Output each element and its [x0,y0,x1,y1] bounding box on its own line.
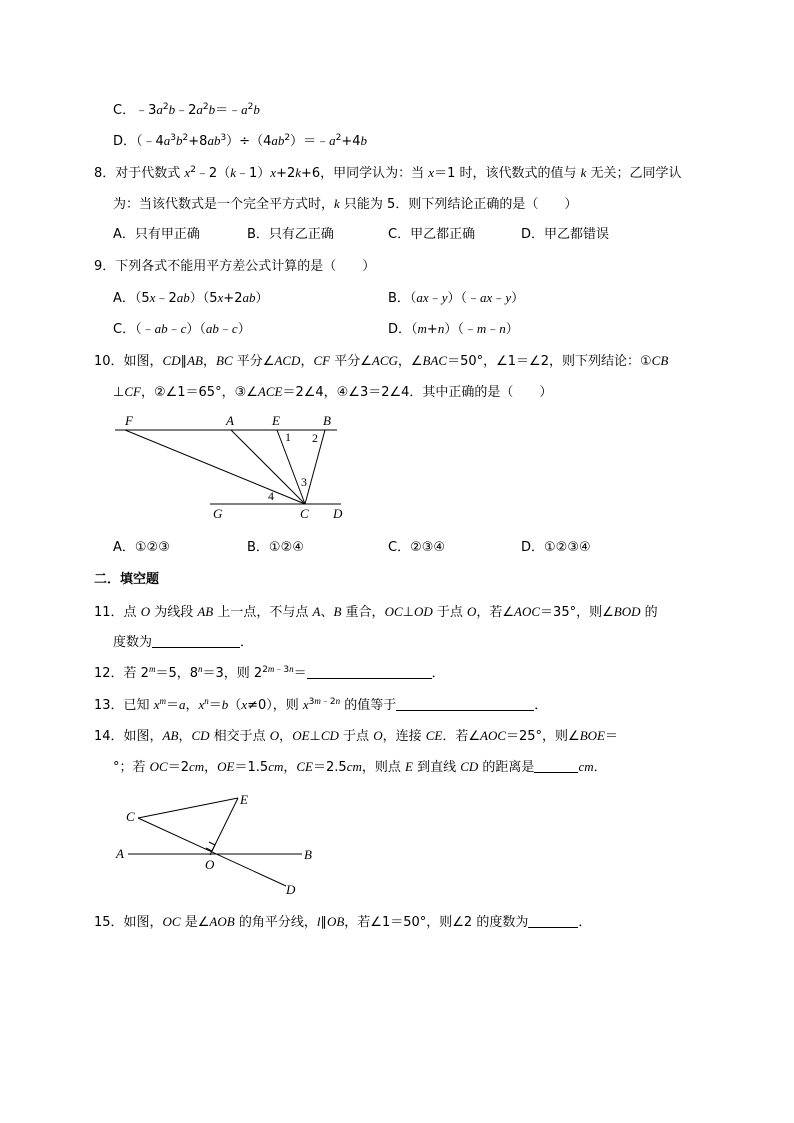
q10-option-d: D．①②③④ [521,540,591,555]
q15-stem: 15．如图，OC 是∠AOB 的角平分线，l∥OB，若∠1＝50°，则∠2 的度数为 ． [94,914,592,930]
q10-figure [105,408,355,523]
q8-option-c: C．甲乙都正确 [388,227,476,242]
q10-option-a: A．①②③ [113,540,170,555]
q10-stem-line2: ⊥CF，②∠1＝65°，③∠ACE＝2∠4，④∠3＝2∠4．其中正确的是（ ） [113,384,553,400]
label-g: G [213,506,223,521]
q9-option-a: A．（5x﹣2ab）（5x+2ab） [113,290,269,306]
fig14-label-c: C [126,809,135,824]
q14-figure [110,788,320,898]
q14-stem-line1: 14．如图，AB，CD 相交于点 O，OE⊥CD 于点 O，连接 CE．若∠AOC＝25°，则∠BOE＝ [94,728,618,744]
q8-option-d: D．甲乙都错误 [521,227,610,242]
fig14-label-a: A [116,846,124,861]
section-title: 二．填空题 [94,572,160,587]
fig14-label-o: O [205,857,215,872]
q11-stem-line1: 11．点 O 为线段 AB 上一点，不与点 A、B 重合，OC⊥OD 于点 O，若∠AOC＝35°，则∠BOD 的 [94,604,658,620]
q9-stem: 9．下列各式不能用平方差公式计算的是（ ） [94,259,376,274]
q13-stem: 13．已知 $x^m=a$，$x^n=b(x\ne 0)$，则 $x^{3m﹣2n}$ 的值等于 ． [94,696,548,713]
label-3: 3 [301,475,307,489]
label-f: F [125,413,133,428]
label-1: 1 [285,430,291,444]
label-c: C [300,506,309,521]
q9-option-c: C．（﹣ab﹣c）（ab﹣c） [113,321,251,337]
label-a: A [226,413,234,428]
q9-option-b: B．（ax﹣y）（﹣ax﹣y） [388,290,525,306]
q7-option-d: D．$(﹣4a^3b^2+8ab^3)\div(4ab^2)=﹣a^2+4b$ [113,133,367,149]
label-2: 2 [312,431,318,445]
q7-option-c: C．$﹣3a^2b﹣2a^2b=﹣a^2b$ [113,102,260,118]
q11-stem-line2: 度数为 ． [113,635,254,650]
label-4: 4 [268,489,274,503]
q10-option-c: C．②③④ [388,540,446,555]
q10-option-b: B．①②④ [247,540,304,555]
q12-stem: 12．若 $2^m=5$，$8^n=3$，则 $2^{2m﹣3n}=$ ． [94,664,445,681]
label-d: D [333,506,343,521]
q14-stem-line2: °；若 OC＝2cm，OE＝1.5cm，CE＝2.5cm，则点 E 到直线 CD 的距离是 cm． [113,759,607,775]
q9-option-d: D．（m+n）（﹣m﹣n） [388,321,519,337]
label-b: B [323,413,331,428]
fig14-label-e: E [240,792,248,807]
q10-stem-line1: 10．如图，CD∥AB，BC 平分∠ACD，CF 平分∠ACG，∠BAC＝50°，∠1＝∠2，则下列结论：①CB [94,353,669,369]
q8-option-a: A．只有甲正确 [113,227,200,242]
q8-stem-line1: 8．对于代数式 $x^2﹣2(k﹣1)x+2k+6$，甲同学认为：当 x＝1 时，该代数式的值与 k 无关；乙同学认 [94,165,682,181]
q8-stem-line2: 为：当该代数式是一个完全平方式时，k 只能为 5．则下列结论正确的是（ ） [113,196,578,212]
q8-option-b: B．只有乙正确 [247,227,334,242]
label-e: E [272,413,280,428]
fig14-label-b: B [304,847,312,862]
fig14-label-d: D [286,882,296,897]
